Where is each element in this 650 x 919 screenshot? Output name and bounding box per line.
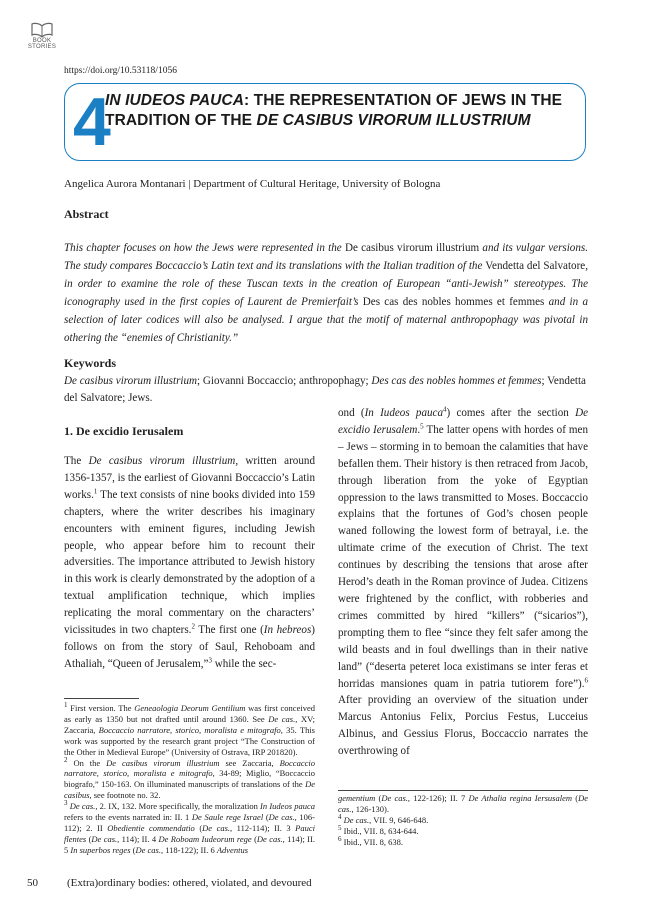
footnote-ref[interactable]: 6	[584, 675, 588, 684]
footnote-6: $^6$ Ibid., VII. 8, 638.	[338, 834, 403, 847]
footnote-2: $^2$ On the De casibus virorum illustrium see Zaccaria, Boccaccio narratore, storico, moralista e mitografo, 34-89; Miglio, “Boccaccio biografo,” 150-163. On illuminated manuscripts of translations of the De casibus, see footnote no. 32.	[64, 755, 315, 801]
author-affiliation: Angelica Aurora Montanari | Department of Cultural Heritage, University of Bologna	[64, 178, 441, 190]
footnote-ref[interactable]: 3	[208, 656, 212, 665]
chapter-number: 4	[73, 84, 111, 160]
footnote-3: $^3$ De cas., 2. IX, 132. More specifically, the moralization In Iudeos pauca refers to the events narrated in: II. 1 De Saule rege Israel (De cas., 106-112); 2. II Obedientie commendatio (De cas., 112-114); II. 3 Pauci flentes (De cas., 114); II. 4 De Roboam Iudeorum rege (De cas., 114); II. 5 In superbos reges (De cas., 118-122); II. 6 Adventus	[64, 799, 316, 855]
publisher-logo	[22, 22, 62, 50]
title-italic-2: DE CASIBUS VIRORUM ILLUSTRIUM	[256, 112, 531, 129]
title-text: : THE REPRESENTATION OF JEWS IN THE TRADITION OF THE	[105, 92, 563, 129]
keywords-text: De casibus virorum illustrium; Giovanni Boccaccio; anthropophagy; Des cas des nobles hommes et femmes; Vendetta del Salvatore; Jews.	[64, 375, 586, 404]
abstract-text: This chapter focuses on how the Jews were represented in the De casibus virorum illustrium and its vulgar versions. The study compares Boccaccio’s Latin text and its translations with the Italian tradition of the Vendetta del Salvatore, in order to examine the role of these Tuscan texts in the creation of European “anti-Jewish” stereotypes. The iconography used in the first copies of Laurent de Premierfait’s Des cas des nobles hommes et femmes and in a selection of later codices will also be analysed. I argue that the motif of maternal anthropophagy was pivotal in othering the “enemies of Christianity.”	[64, 242, 589, 344]
footnote-ref[interactable]: 2	[191, 622, 195, 631]
running-title: (Extra)ordinary bodies: othered, violated, and devoured	[67, 877, 312, 889]
keywords-heading: Keywords	[64, 356, 116, 370]
logo-line2: STORIES	[27, 44, 57, 50]
page-footer	[27, 877, 312, 889]
body-column-right: ond (In Iudeos pauca$^4$) comes after the section De excidio Ierusalem.$^5$ The latter opens with hordes of men – Jews – storming in to bemoan the calamities that have befallen them. Their history is then retraced from Jacob, through liberation from the yoke of Egyptian oppression to the laws transmitted to Moses. Boccaccio explains that the fortunes of God’s chosen people waned following the lowest form of betrayal, i.e. the ultimate crime of the execution of Christ. The text continues by describing the tensions that arose after Herod’s death in the Roman province of Judea. Citizens were frightened by the conflict, with robberies and crimes committed by hired “killers” (“sicarios”), prompting them to flee “since they felt safer among the wild beasts and in foul dwellings than in their native land” (“deserta peteret loca existimans se inter feras et horridas mansiones quam in patria tutiorem fore”).$^6$ After providing an overview of the situation under Marcus Antonius Felix, Porcius Festus, Lucceius Albinus, and Gessius Florus, Boccaccio narrates the overthrowing of	[338, 405, 589, 758]
title-italic-1: IN IUDEOS PAUCA	[105, 92, 245, 109]
footnotes-right	[338, 793, 588, 848]
footnote-3-continued: gementium (De cas., 122-126); II. 7 De Athalia regina Iersusalem (De cas., 126-130).	[338, 793, 588, 814]
section-heading: 1. De excidio Ierusalem	[64, 424, 184, 438]
footnote-4: $^4$ De cas., VII. 9, 646-648.	[338, 812, 429, 825]
logo-line1: BOOK	[32, 38, 52, 44]
chapter-title	[105, 91, 575, 131]
doi-link[interactable]: https://doi.org/10.53118/1056	[64, 66, 177, 76]
footnote-rule-right	[338, 790, 588, 791]
footnote-1: $^1$ First version. The Geneaologia Deorum Gentilium was first conceived as early as 1350 but not drafted until around 1360. See De cas., XV; Zaccaria, Boccaccio narratore, storico, moralista e mitografo, 35. This work was supported by the research grant project “The Construction of the Other in Medieval Europe” (University of Ostrava, IRP 201820).	[64, 701, 315, 757]
footnote-ref[interactable]: 4	[443, 405, 447, 414]
page-number: 50	[27, 877, 38, 889]
body-column-left: The De casibus virorum illustrium, written around 1356-1357, is the earliest of Giovanni Boccaccio’s Latin works.$^1$ The text consists of nine books divided into 159 chapters, where the writer describes his imaginary encounters with eminent figures, including Jewish people, who appear before him to recount their adversities. The importance attributed to Jewish history in this work is clearly demonstrated by the adoption of a textual amplification technique, which implies replicating the moral commentary on the characters’ vicissitudes in two chapters.$^2$ The first one (In hebreos) follows on from the story of Saul, Rehoboam and Athaliah, “Queen of Jerusalem,”$^3$ while the sec-	[64, 455, 315, 670]
footnote-5: $^5$ Ibid., VII. 8, 634-644.	[338, 823, 419, 836]
footnotes-left	[64, 703, 315, 856]
book-icon	[31, 22, 53, 38]
footnote-ref[interactable]: 1	[93, 487, 98, 496]
abstract-heading: Abstract	[64, 207, 109, 221]
footnote-rule-left	[64, 698, 139, 699]
footnote-ref[interactable]: 5	[420, 422, 424, 431]
